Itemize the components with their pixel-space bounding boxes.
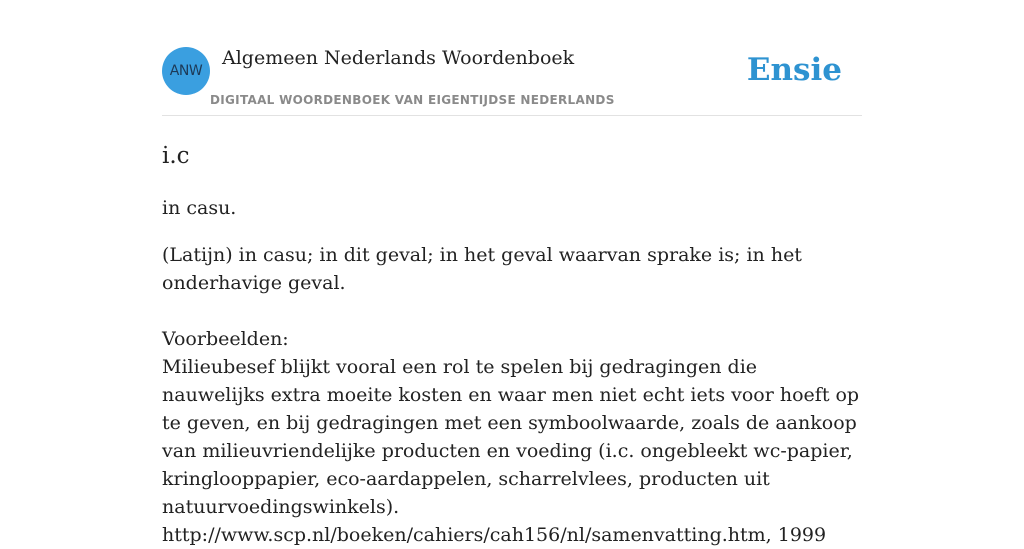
- ensie-brand-logo[interactable]: Ensie: [746, 52, 842, 88]
- example-source: http://www.scp.nl/boeken/cahiers/cah156/nl/samenvatting.htm, 1999: [162, 524, 827, 546]
- example-text: Milieubesef blijkt vooral een rol te spelen bij gedragingen die nauwelijks extra moeite kosten en waar men niet echt iets voor hoeft op te geven, en bij gedragingen met een symboolwaarde, zoals de aankoop van milieuvriendelijke producten en voeding (i.c. ongebleekt wc-papier, kringlooppapier, eco-aardappelen, scharrelvlees, producten uit natuurvoedingswinkels).: [162, 356, 860, 518]
- site-header: [162, 46, 862, 116]
- site-title[interactable]: Algemeen Nederlands Woordenboek: [222, 47, 575, 69]
- examples-label: Voorbeelden:: [162, 328, 289, 350]
- page: [162, 0, 862, 549]
- entry-definition: (Latijn) in casu; in dit geval; in het geval waarvan sprake is; in het onderhavige geval.: [162, 244, 802, 294]
- entry-content: [162, 142, 862, 549]
- entry-term: i.c: [162, 143, 190, 169]
- anw-logo[interactable]: ANW: [162, 47, 210, 95]
- entry-summary: in casu.: [162, 197, 237, 219]
- site-subtitle: DIGITAAL WOORDENBOEK VAN EIGENTIJDSE NEDERLANDS: [210, 93, 615, 107]
